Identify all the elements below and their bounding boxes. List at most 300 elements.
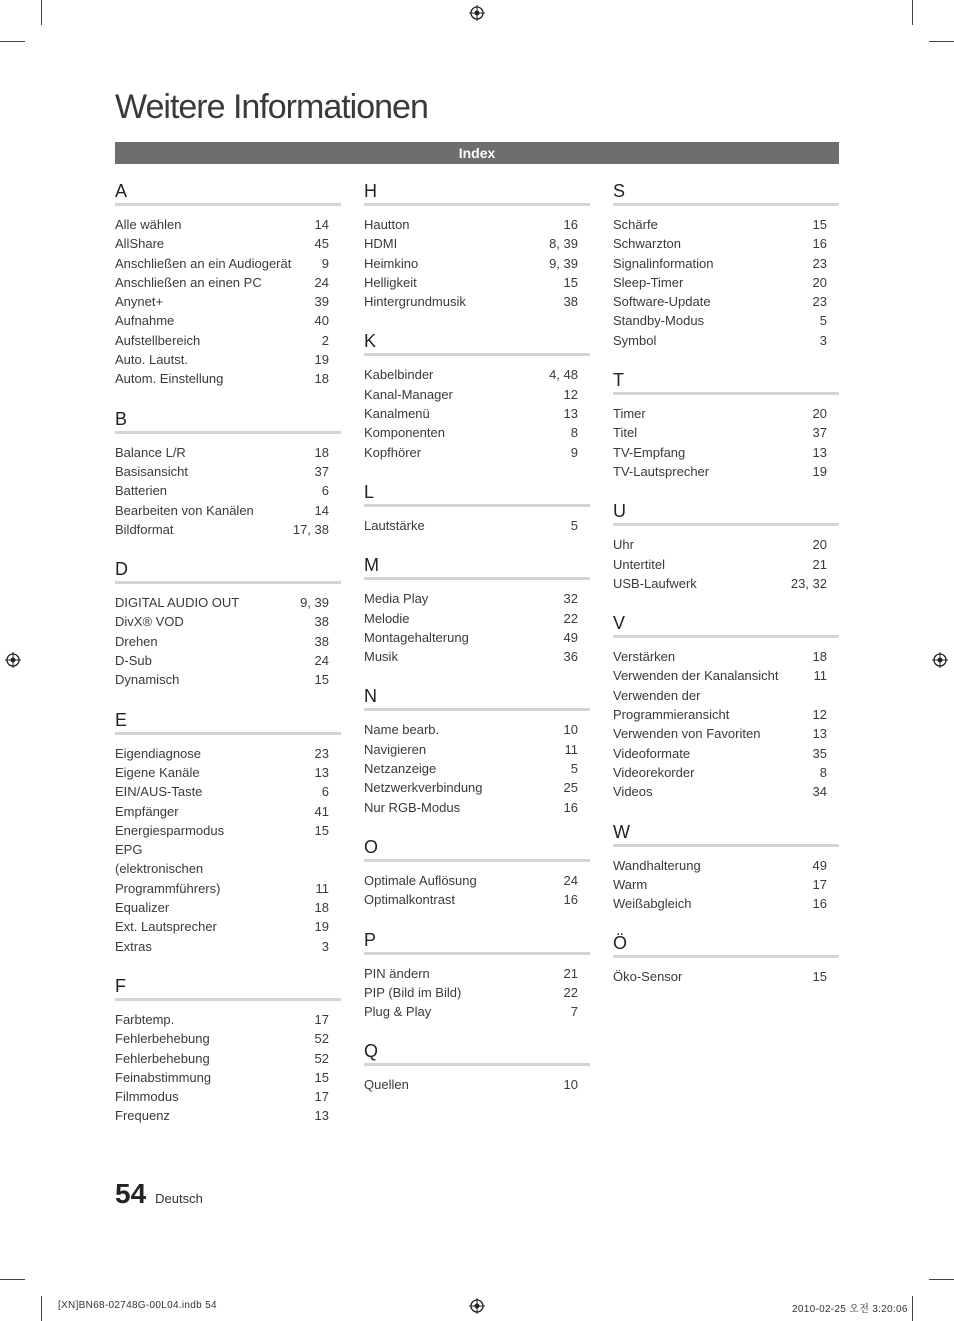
entry-pages: 11 <box>813 668 827 684</box>
entry-pages: 37 <box>812 425 827 441</box>
entry-pages: 23 <box>812 255 827 271</box>
index-entry <box>115 1010 341 1029</box>
entry-term: Nur RGB-Modus <box>364 799 461 815</box>
index-section <box>613 180 839 350</box>
index-entry <box>115 311 341 330</box>
entry-term: Helligkeit <box>364 274 417 290</box>
entry-pages: 49 <box>812 857 827 873</box>
registration-mark-icon <box>469 1298 485 1314</box>
entry-pages: 25 <box>563 780 578 796</box>
index-entry <box>115 1049 341 1068</box>
entry-pages: 9, 39 <box>549 255 578 271</box>
entry-pages: 18 <box>314 371 329 387</box>
page-number: 54 <box>115 1178 147 1209</box>
registration-mark-icon <box>5 652 21 668</box>
index-entry <box>115 802 341 821</box>
entry-pages: 40 <box>314 313 329 329</box>
section-letter: Ö <box>613 932 839 958</box>
index-entry <box>364 234 590 253</box>
index-entry <box>613 292 839 311</box>
index-section <box>613 821 839 914</box>
section-letter: L <box>364 481 590 507</box>
index-entry <box>115 443 341 462</box>
section-letter: Q <box>364 1040 590 1066</box>
index-entry <box>364 1002 590 1021</box>
entry-pages: 9 <box>321 255 329 271</box>
entry-pages: 16 <box>563 892 578 908</box>
index-entry <box>115 898 341 917</box>
index-entry <box>115 273 341 292</box>
index-entry <box>364 778 590 797</box>
entry-term: Kabelbinder <box>364 367 434 383</box>
index-entry <box>613 744 839 763</box>
index-entry <box>613 875 839 894</box>
index-entry <box>115 593 341 612</box>
entry-pages: 16 <box>812 236 827 252</box>
index-entry <box>364 720 590 739</box>
entry-term: Feinabstimmung <box>115 1069 212 1085</box>
entry-term: Anschließen an einen PC <box>115 274 262 290</box>
entry-term: Drehen <box>115 633 158 649</box>
index-entry <box>115 369 341 388</box>
index-entry <box>613 234 839 253</box>
entry-pages: 11 <box>564 741 578 757</box>
entry-term: Aufnahme <box>115 313 175 329</box>
index-section <box>115 558 341 689</box>
entry-pages: 24 <box>563 872 578 888</box>
index-entry <box>613 856 839 875</box>
entry-pages: 8, 39 <box>549 236 578 252</box>
entry-term: Ext. Lautsprecher <box>115 919 217 935</box>
index-section <box>364 685 590 816</box>
index-entry <box>613 273 839 292</box>
entry-pages: 15 <box>563 274 578 290</box>
index-section <box>613 369 839 481</box>
index-entry <box>364 964 590 983</box>
index-entry <box>364 292 590 311</box>
index-section <box>364 929 590 1022</box>
index-entry <box>364 423 590 442</box>
entry-term: Anynet+ <box>115 294 164 310</box>
section-letter: S <box>613 180 839 206</box>
entry-pages: 9 <box>570 444 578 460</box>
index-entry <box>613 666 839 685</box>
entry-term: Software-Update <box>613 294 711 310</box>
entry-pages: 52 <box>314 1031 329 1047</box>
entry-term: TV-Lautsprecher <box>613 463 710 479</box>
entry-pages: 13 <box>812 726 827 742</box>
entry-term: Symbol <box>613 332 657 348</box>
entry-term: Extras <box>115 938 152 954</box>
entry-pages: 15 <box>314 672 329 688</box>
entry-term: Balance L/R <box>115 444 186 460</box>
section-letter: T <box>613 369 839 395</box>
index-entry <box>364 1075 590 1094</box>
entry-term: Verwenden von Favoriten <box>613 726 761 742</box>
entry-pages: 20 <box>812 537 827 553</box>
index-entry <box>115 331 341 350</box>
index-entry <box>613 574 839 593</box>
entry-pages: 16 <box>563 799 578 815</box>
entry-pages: 18 <box>812 649 827 665</box>
entry-term: Verstärken <box>613 649 676 665</box>
crop-mark <box>929 1279 954 1280</box>
entry-term: TV-Empfang <box>613 444 686 460</box>
entry-term: EPG (elektronischen Programmführers) <box>115 842 221 896</box>
entry-pages: 15 <box>314 822 329 838</box>
entry-term: Quellen <box>364 1077 409 1093</box>
entry-term: Netzwerkverbindung <box>364 780 483 796</box>
section-letter: O <box>364 836 590 862</box>
index-entry <box>613 724 839 743</box>
entry-pages: 23 <box>314 745 329 761</box>
index-entry <box>115 1068 341 1087</box>
index-entry <box>364 443 590 462</box>
index-entry <box>115 1029 341 1048</box>
index-entry <box>613 423 839 442</box>
crop-mark <box>41 0 42 25</box>
entry-term: Öko-Sensor <box>613 969 683 985</box>
entry-term: Bildformat <box>115 521 174 537</box>
entry-term: Optimalkontrast <box>364 892 456 908</box>
entry-term: Eigendiagnose <box>115 745 202 761</box>
print-slug-date: 2010-02-25 오전 3:20:06 <box>792 1304 908 1315</box>
entry-term: Kanalmenü <box>364 406 430 422</box>
entry-pages: 10 <box>563 722 578 738</box>
entry-term: Alle wählen <box>115 217 182 232</box>
entry-term: DivX® VOD <box>115 614 184 630</box>
entry-pages: 23, 32 <box>790 575 827 591</box>
entry-term: Batterien <box>115 483 168 499</box>
index-entry <box>115 763 341 782</box>
index-entry <box>364 254 590 273</box>
index-entry <box>115 632 341 651</box>
entry-term: DIGITAL AUDIO OUT <box>115 595 240 611</box>
index-entry <box>364 983 590 1002</box>
entry-pages: 38 <box>314 614 329 630</box>
index-entry <box>364 609 590 628</box>
section-letter: A <box>115 180 341 206</box>
entry-term: Heimkino <box>364 255 419 271</box>
entry-term: Schwarzton <box>613 236 681 252</box>
entry-term: Frequenz <box>115 1108 170 1124</box>
entry-pages: 4, 48 <box>549 367 578 383</box>
index-entry <box>115 1106 341 1125</box>
index-entry <box>613 311 839 330</box>
section-letter: V <box>613 612 839 638</box>
index-entry <box>364 215 590 234</box>
index-entry <box>613 782 839 801</box>
index-entry <box>115 782 341 801</box>
entry-term: Standby-Modus <box>613 313 705 329</box>
entry-term: Farbtemp. <box>115 1011 175 1027</box>
entry-term: Empfänger <box>115 803 179 819</box>
index-entry <box>364 404 590 423</box>
entry-pages: 9, 39 <box>300 595 329 611</box>
entry-pages: 21 <box>812 556 827 572</box>
entry-pages: 7 <box>570 1004 578 1020</box>
entry-term: D-Sub <box>115 653 152 669</box>
index-entry <box>364 871 590 890</box>
entry-pages: 13 <box>812 444 827 460</box>
index-entry <box>613 254 839 273</box>
index-header-bar: Index <box>115 142 839 164</box>
index-entry <box>613 215 839 234</box>
index-section <box>115 709 341 956</box>
entry-pages: 16 <box>812 896 827 912</box>
section-letter: K <box>364 330 590 356</box>
section-letter: U <box>613 500 839 526</box>
entry-pages: 2 <box>321 332 329 348</box>
entry-pages: 37 <box>314 463 329 479</box>
index-entry <box>613 686 839 725</box>
entry-term: Verwenden der Kanalansicht <box>613 668 779 684</box>
entry-term: Hautton <box>364 217 410 232</box>
print-slug-file: [XN]BN68-02748G-00L04.indb 54 <box>58 1300 217 1311</box>
entry-pages: 15 <box>812 969 827 985</box>
entry-term: Schärfe <box>613 217 658 232</box>
entry-pages: 22 <box>563 984 578 1000</box>
entry-pages: 49 <box>563 629 578 645</box>
section-letter: H <box>364 180 590 206</box>
index-entry <box>613 443 839 462</box>
index-entry <box>115 744 341 763</box>
entry-pages: 45 <box>314 236 329 252</box>
index-section <box>115 408 341 539</box>
index-entry <box>115 292 341 311</box>
index-entry <box>364 647 590 666</box>
entry-term: Filmmodus <box>115 1089 179 1105</box>
entry-term: Eigene Kanäle <box>115 764 200 780</box>
entry-term: Plug & Play <box>364 1004 432 1020</box>
entry-term: Warm <box>613 876 648 892</box>
entry-term: Fehlerbehebung <box>115 1031 210 1047</box>
index-column-3 <box>613 180 839 1006</box>
entry-pages: 24 <box>314 653 329 669</box>
index-entry <box>115 350 341 369</box>
index-entry <box>364 890 590 909</box>
index-entry <box>613 331 839 350</box>
entry-pages: 18 <box>314 900 329 916</box>
index-entry <box>115 501 341 520</box>
entry-pages: 3 <box>819 332 827 348</box>
entry-pages: 12 <box>812 707 827 723</box>
index-section <box>613 612 839 801</box>
entry-pages: 17 <box>314 1011 329 1027</box>
entry-pages: 14 <box>314 217 329 232</box>
entry-term: Anschließen an ein Audiogerät <box>115 255 292 271</box>
index-entry <box>115 520 341 539</box>
entry-pages: 13 <box>563 406 578 422</box>
index-entry <box>613 462 839 481</box>
index-entry <box>115 1087 341 1106</box>
entry-pages: 17 <box>812 876 827 892</box>
entry-pages: 20 <box>812 274 827 290</box>
entry-pages: 10 <box>563 1077 578 1093</box>
section-letter: W <box>613 821 839 847</box>
entry-term: Sleep-Timer <box>613 274 684 290</box>
entry-pages: 13 <box>314 1108 329 1124</box>
index-section <box>364 330 590 461</box>
entry-pages: 13 <box>314 764 329 780</box>
entry-pages: 39 <box>314 294 329 310</box>
entry-pages: 6 <box>321 483 329 499</box>
index-section <box>364 554 590 666</box>
section-letter: M <box>364 554 590 580</box>
entry-term: Wandhalterung <box>613 857 701 873</box>
entry-term: Weißabgleich <box>613 896 692 912</box>
index-entry <box>364 273 590 292</box>
entry-pages: 35 <box>812 745 827 761</box>
entry-term: USB-Laufwerk <box>613 575 697 591</box>
entry-term: Aufstellbereich <box>115 332 201 348</box>
entry-pages: 18 <box>314 444 329 460</box>
entry-term: Kanal-Manager <box>364 386 453 402</box>
index-entry <box>613 763 839 782</box>
entry-term: Hintergrundmusik <box>364 294 466 310</box>
index-entry <box>613 647 839 666</box>
entry-pages: 21 <box>563 965 578 981</box>
entry-term: Montagehalterung <box>364 629 469 645</box>
entry-term: Energiesparmodus <box>115 822 225 838</box>
index-entry <box>115 612 341 631</box>
registration-mark-icon <box>932 652 948 668</box>
index-entry <box>115 481 341 500</box>
entry-pages: 6 <box>321 784 329 800</box>
index-entry <box>613 535 839 554</box>
entry-pages: 24 <box>314 274 329 290</box>
entry-pages: 52 <box>314 1050 329 1066</box>
crop-mark <box>0 1279 25 1280</box>
entry-pages: 22 <box>563 610 578 626</box>
entry-pages: 5 <box>819 313 827 329</box>
entry-term: Name bearb. <box>364 722 440 738</box>
index-section <box>364 836 590 910</box>
section-letter: E <box>115 709 341 735</box>
entry-term: Titel <box>613 425 638 441</box>
entry-term: Videos <box>613 784 653 800</box>
entry-term: Signalinformation <box>613 255 714 271</box>
index-entry <box>364 628 590 647</box>
index-entry <box>364 516 590 535</box>
index-entry <box>115 462 341 481</box>
index-entry <box>115 840 341 898</box>
entry-term: EIN/AUS-Taste <box>115 784 203 800</box>
entry-term: Videorekorder <box>613 764 695 780</box>
index-column-2 <box>364 180 590 1114</box>
entry-term: Dynamisch <box>115 672 180 688</box>
entry-term: Melodie <box>364 610 410 626</box>
entry-pages: 8 <box>570 425 578 441</box>
index-section <box>115 180 341 389</box>
entry-term: Optimale Auflösung <box>364 872 477 888</box>
entry-pages: 23 <box>812 294 827 310</box>
entry-pages: 12 <box>563 386 578 402</box>
index-entry <box>115 821 341 840</box>
crop-mark <box>0 41 25 42</box>
language-label: Deutsch <box>155 1191 203 1206</box>
index-entry <box>364 385 590 404</box>
entry-term: Musik <box>364 649 398 665</box>
index-section <box>613 500 839 593</box>
entry-pages: 8 <box>819 764 827 780</box>
section-letter: F <box>115 975 341 1001</box>
index-entry <box>115 651 341 670</box>
entry-pages: 15 <box>812 217 827 232</box>
entry-pages: 16 <box>563 217 578 232</box>
entry-pages: 14 <box>314 502 329 518</box>
entry-term: Verwenden der Programmieransicht <box>613 687 730 723</box>
entry-term: PIN ändern <box>364 965 430 981</box>
entry-pages: 19 <box>314 919 329 935</box>
entry-pages: 38 <box>563 294 578 310</box>
entry-pages: 34 <box>812 784 827 800</box>
entry-pages: 3 <box>321 938 329 954</box>
entry-pages: 17, 38 <box>292 521 329 537</box>
entry-term: Auto. Lautst. <box>115 352 188 368</box>
section-letter: N <box>364 685 590 711</box>
entry-pages: 36 <box>563 649 578 665</box>
crop-mark <box>41 1296 42 1321</box>
entry-term: PIP (Bild im Bild) <box>364 984 462 1000</box>
entry-term: Untertitel <box>613 556 666 572</box>
entry-term: Komponenten <box>364 425 445 441</box>
index-entry <box>613 894 839 913</box>
page-title: Weitere Informationen <box>115 88 428 126</box>
index-entry <box>115 254 341 273</box>
crop-mark <box>912 1296 913 1321</box>
entry-pages: 11 <box>315 880 329 896</box>
crop-mark <box>912 0 913 25</box>
section-letter: D <box>115 558 341 584</box>
index-section <box>115 975 341 1126</box>
entry-term: Fehlerbehebung <box>115 1050 210 1066</box>
entry-pages: 17 <box>314 1089 329 1105</box>
entry-term: Autom. Einstellung <box>115 371 224 387</box>
index-entry <box>115 937 341 956</box>
entry-term: AllShare <box>115 236 165 252</box>
index-section <box>364 481 590 535</box>
entry-term: Navigieren <box>364 741 427 757</box>
index-entry <box>115 670 341 689</box>
entry-pages: 20 <box>812 406 827 422</box>
entry-term: Netzanzeige <box>364 761 437 777</box>
index-entry <box>364 798 590 817</box>
entry-term: Lautstärke <box>364 517 425 533</box>
entry-pages: 15 <box>314 1069 329 1085</box>
entry-pages: 19 <box>314 352 329 368</box>
index-entry <box>115 234 341 253</box>
index-section <box>364 180 590 311</box>
entry-pages: 32 <box>563 591 578 607</box>
entry-term: Kopfhörer <box>364 444 422 460</box>
entry-pages: 41 <box>314 803 329 819</box>
index-entry <box>613 555 839 574</box>
index-column-1 <box>115 180 341 1145</box>
entry-pages: 5 <box>570 517 578 533</box>
index-section <box>613 932 839 986</box>
index-entry <box>364 589 590 608</box>
entry-term: Basisansicht <box>115 463 188 479</box>
crop-mark <box>929 41 954 42</box>
entry-term: Media Play <box>364 591 429 607</box>
entry-term: HDMI <box>364 236 398 252</box>
index-entry <box>613 404 839 423</box>
entry-pages: 19 <box>812 463 827 479</box>
index-entry <box>613 967 839 986</box>
entry-term: Uhr <box>613 537 634 553</box>
entry-pages: 5 <box>570 761 578 777</box>
